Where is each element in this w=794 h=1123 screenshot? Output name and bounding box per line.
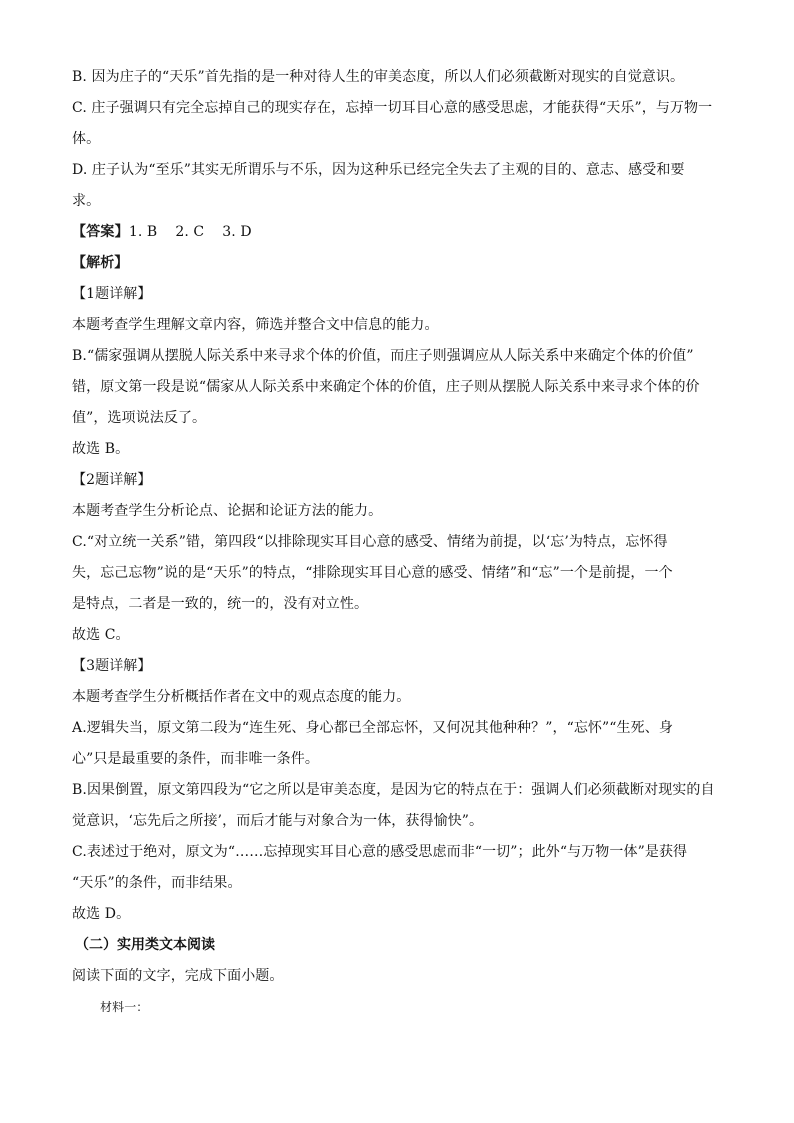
option-c-line-2: 体。	[72, 131, 101, 147]
q2-text-c: 失，忘己忘物”说的是“天乐”的特点，“排除现实耳目心意的感受、情绪”和“忘”一个是前提，一个	[72, 565, 673, 581]
option-d-line-1: D. 庄子认为“至乐”其实无所谓乐与不乐，因为这种乐已经完全失去了主观的目的、意志、感受和要	[72, 162, 685, 178]
option-c-line-1: C. 庄子强调只有完全忘掉自己的现实存在，忘掉一切耳目心意的感受思虑，才能获得“天乐”，与万物一	[72, 100, 713, 116]
q3-choice: 故选 D。	[72, 906, 131, 922]
q1-text-b: B.“儒家强调从摆脱人际关系中来寻求个体的价值，而庄子则强调应从人际关系中来确定个体的价值”	[72, 348, 694, 364]
q2-text-a: 本题考查学生分析论点、论据和论证方法的能力。	[72, 503, 383, 519]
answer-1: 1. B	[128, 224, 158, 240]
material-label: 材料一：	[100, 1000, 149, 1014]
q3-text-a: 本题考查学生分析概括作者在文中的观点态度的能力。	[72, 689, 411, 705]
q3-text-e: 觉意识，‘忘先后之所接’，而后才能与对象合为一体，获得愉快”。	[72, 813, 484, 829]
option-b-line: B. 因为庄子的“天乐”首先指的是一种对待人生的审美态度，所以人们必须截断对现实的自觉意识。	[72, 69, 685, 85]
answer-line	[72, 217, 722, 248]
q3-text-g: “天乐”的条件，而非结果。	[72, 875, 242, 891]
q1-heading: 【1题详解】	[72, 286, 152, 302]
option-d-line-2: 求。	[72, 193, 101, 209]
q2-heading: 【2题详解】	[72, 472, 152, 488]
q1-choice: 故选 B。	[72, 441, 130, 457]
answer-3: 3. D	[222, 224, 252, 240]
q3-text-c: 心”只是最重要的条件，而非唯一条件。	[72, 751, 319, 767]
q3-heading: 【3题详解】	[72, 658, 152, 674]
q2-text-b: C.“对立统一关系”错，第四段“以排除现实耳目心意的感受、情绪为前提，以‘忘’为特点，忘怀得	[72, 534, 668, 550]
q3-text-f: C.表述过于绝对，原文为“……忘掉现实耳目心意的感受思虑而非“一切”；此外“与万物一体”是获得	[72, 844, 688, 860]
q3-text-b: A.逻辑失当，原文第二段为“连生死、身心都已全部忘怀，又何况其他种种？”，“忘怀”“生死、身	[72, 720, 673, 736]
answer-2: 2. C	[175, 224, 205, 240]
q2-choice: 故选 C。	[72, 627, 130, 643]
analysis-tag: 【解析】	[72, 255, 129, 271]
q1-text-a: 本题考查学生理解文章内容，筛选并整合文中信息的能力。	[72, 317, 439, 333]
reading-instruction: 阅读下面的文字，完成下面小题。	[72, 968, 284, 984]
section-heading: （二）实用类文本阅读	[75, 937, 215, 953]
q1-text-d: 值”，选项说法反了。	[72, 410, 207, 426]
document-content	[72, 62, 722, 1023]
q2-text-d: 是特点，二者是一致的，统一的，没有对立性。	[72, 596, 369, 612]
q1-text-c: 错，原文第一段是说“儒家从人际关系中来确定个体的价值，庄子则从摆脱人际关系中来寻求个体的价	[72, 379, 700, 395]
answer-tag: 【答案】	[72, 224, 129, 240]
q3-text-d: B.因果倒置，原文第四段为“它之所以是审美态度，是因为它的特点在于：强调人们必须截断对现实的自	[72, 782, 715, 798]
